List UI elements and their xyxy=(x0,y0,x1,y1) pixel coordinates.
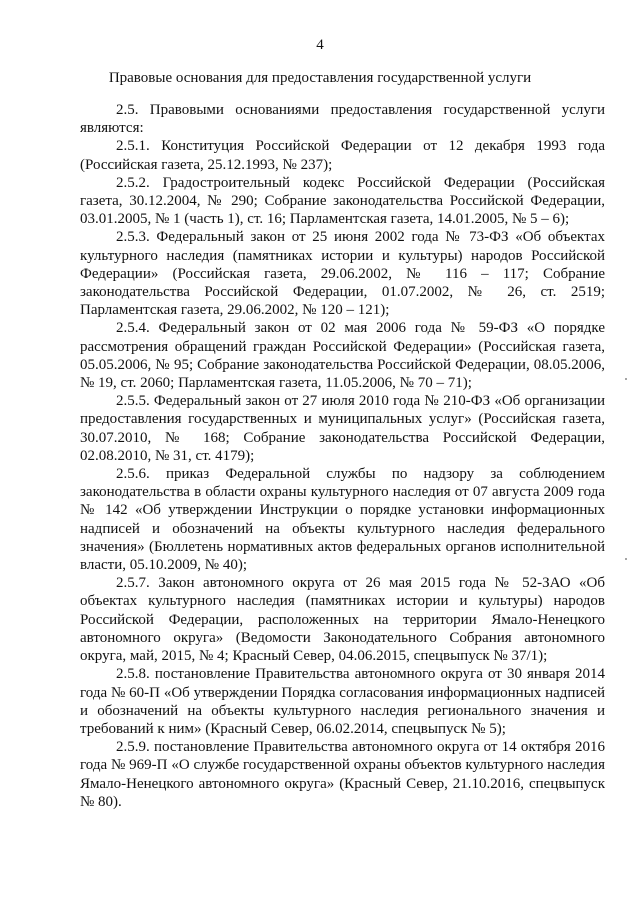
scan-dot xyxy=(625,558,627,560)
section-title: Правовые основания для предоставления государственной услуги xyxy=(108,70,532,86)
paragraph-2-5-3: 2.5.3. Федеральный закон от 25 июня 2002 года № 73-ФЗ «Об объектах культурного наследия (памятниках истории и культуры) народов Российской Федерации» (Российская газета, 29.06.2002, № 116 – 117; Собрание законодательства Российской Федерации, 01.07.2002, № 26, ст. 2519; Парламентская газета, 29.06.2002, № 120 – 121); xyxy=(80,229,605,319)
paragraph-2-5-9: 2.5.9. постановление Правительства автономного округа от 14 октября 2016 года № 969-П «О службе государственной охраны объектов культурного наследия Ямало-Ненецкого автономного округа» (Красный Север, 21.10.2016, спецвыпуск № 80). xyxy=(80,739,605,810)
page-number: 4 xyxy=(316,37,324,53)
scan-dot xyxy=(625,378,627,380)
paragraph-2-5: 2.5. Правовыми основаниями предоставления государственной услуги являются: xyxy=(80,102,605,137)
paragraph-2-5-8: 2.5.8. постановление Правительства автономного округа от 30 января 2014 года № 60-П «Об утверждении Порядка согласования информационных надписей и обозначений на объекты культурного наследия регионального значения и требований к ним» (Красный Север, 06.02.2014, спецвыпуск № 5); xyxy=(80,666,605,737)
paragraph-2-5-2: 2.5.2. Градостроительный кодекс Российской Федерации (Российская газета, 30.12.2004, № 290; Собрание законодательства Российской Федерации, 03.01.2005, № 1 (часть 1), ст. 16; Парламентская газета, 14.01.2005, № 5 – 6); xyxy=(80,174,605,228)
paragraph-2-5-7: 2.5.7. Закон автономного округа от 26 мая 2015 года № 52-ЗАО «Об объектах культурного наследия (памятниках истории и культуры) народов Российской Федерации, расположенных на территории Ямало-Ненецкого автономного округа» (Ведомости Законодательного Собрания автономного округа, май, 2015, № 4; Красный Север, 04.06.2015, спецвыпуск № 37/1); xyxy=(80,575,605,665)
paragraph-2-5-6: 2.5.6. приказ Федеральной службы по надзору за соблюдением законодательства в области охраны культурного наследия от 07 августа 2009 года № 142 «Об утверждении Инструкции о порядке установки информационных надписей и обозначений на объекты культурного наследия федерального значения» (Бюллетень нормативных актов федеральных органов исполнительной власти, 05.10.2009, № 40); xyxy=(80,466,605,574)
paragraph-2-5-4: 2.5.4. Федеральный закон от 02 мая 2006 года № 59-ФЗ «О порядке рассмотрения обращений граждан Российской Федерации» (Российская газета, 05.05.2006, № 95; Собрание законодательства Российской Федерации, 08.05.2006, № 19, ст. 2060; Парламентская газета, 11.05.2006, № 70 – 71); xyxy=(80,320,605,392)
paragraph-2-5-5: 2.5.5. Федеральный закон от 27 июля 2010 года № 210-ФЗ «Об организации предоставления государственных и муниципальных услуг» (Российская газета, 30.07.2010, № 168; Собрание законодательства Российской Федерации, 02.08.2010, № 31, ст. 4179); xyxy=(80,393,605,464)
paragraph-2-5-1: 2.5.1. Конституция Российской Федерации от 12 декабря 1993 года (Российская газета, 25.12.1993, № 237); xyxy=(80,138,605,173)
body-text xyxy=(80,101,605,811)
